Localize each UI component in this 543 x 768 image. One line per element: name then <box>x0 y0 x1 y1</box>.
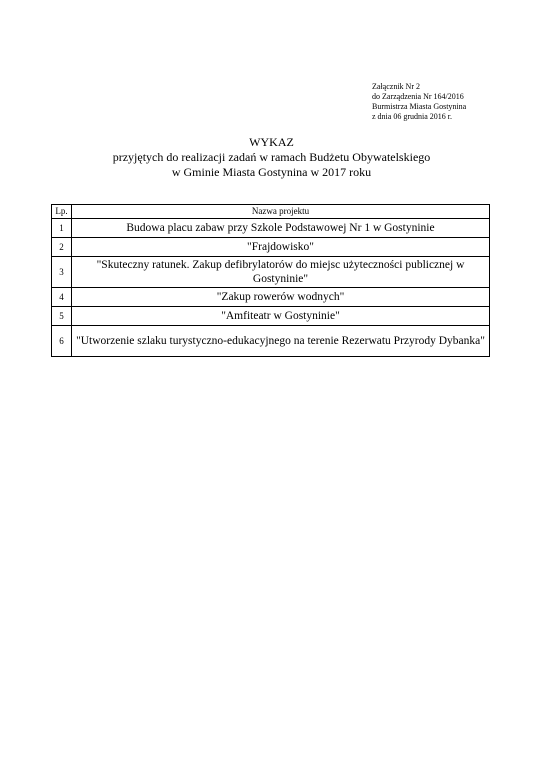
projects-table <box>51 204 490 357</box>
project-name: "Frajdowisko" <box>72 238 490 257</box>
table-row <box>52 219 490 238</box>
annex-line: do Zarządzenia Nr 164/2016 <box>372 92 464 101</box>
document-title: WYKAZ <box>249 135 294 149</box>
table-header-row <box>52 205 490 219</box>
document-heading <box>0 135 543 180</box>
table-row <box>52 238 490 257</box>
row-number: 5 <box>52 307 72 326</box>
row-number: 6 <box>52 326 72 357</box>
project-name: "Utworzenie szlaku turystyczno-edukacyjnego na terenie Rezerwatu Przyrody Dybanka" <box>72 326 490 357</box>
row-number: 1 <box>52 219 72 238</box>
row-number: 4 <box>52 288 72 307</box>
row-number: 2 <box>52 238 72 257</box>
project-name: "Amfiteatr w Gostyninie" <box>72 307 490 326</box>
table-row <box>52 307 490 326</box>
project-name: "Skuteczny ratunek. Zakup defibrylatorów do miejsc użyteczności publicznej w Gostyninie" <box>72 257 490 288</box>
project-name: Budowa placu zabaw przy Szkole Podstawowej Nr 1 w Gostyninie <box>72 219 490 238</box>
annex-line: Załącznik Nr 2 <box>372 82 420 91</box>
annex-note <box>372 82 466 122</box>
document-subtitle: przyjętych do realizacji zadań w ramach Budżetu Obywatelskiego <box>112 150 431 164</box>
annex-line: z dnia 06 grudnia 2016 r. <box>372 112 452 121</box>
column-header-name: Nazwa projektu <box>72 205 490 219</box>
table-row <box>52 326 490 357</box>
table-row <box>52 257 490 288</box>
table-row <box>52 288 490 307</box>
document-subtitle: w Gminie Miasta Gostynina w 2017 roku <box>171 165 372 179</box>
annex-line: Burmistrza Miasta Gostynina <box>372 102 467 111</box>
row-number: 3 <box>52 257 72 288</box>
project-name: "Zakup rowerów wodnych" <box>72 288 490 307</box>
column-header-lp: Lp. <box>52 205 72 219</box>
